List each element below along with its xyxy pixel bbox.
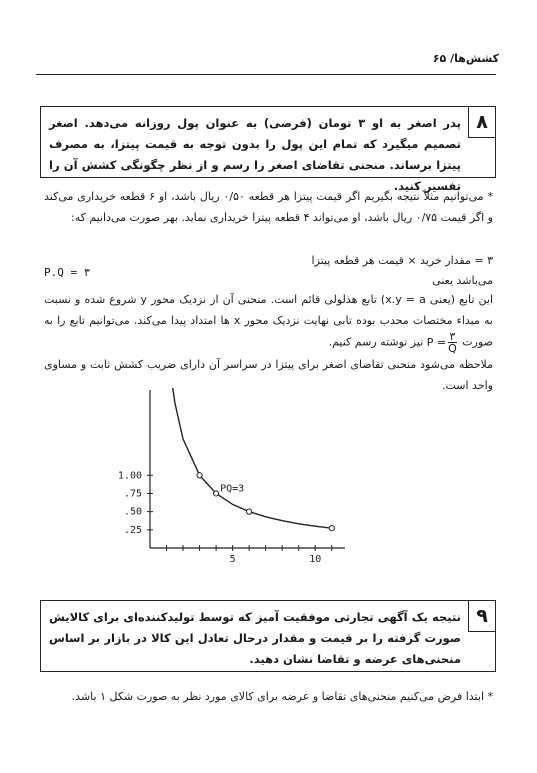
answer-8-mibashad: می‌باشد یعنی [432, 274, 493, 287]
x-tick-label: 10 [309, 554, 322, 565]
curve-annotation: PQ=3 [220, 483, 245, 495]
data-point [329, 526, 334, 531]
data-point [213, 491, 218, 496]
para2-formula [426, 330, 459, 355]
answer-8-equation-2: P.Q = ۳ [44, 266, 91, 279]
question-9-text: نتیجه یک آگهی تجارتی موفقیت آمیز که توسط تولیدکننده‌ای برای کالایش صورت گرفته را بر قیمت و مقدار درحال تعادل این کالا در بازار بر اساس منحنی‌های عرضه و تقاضا نشان دهید. [49, 610, 461, 666]
answer-8-paragraph-2 [44, 289, 493, 354]
y-tick-label: .75 [123, 488, 142, 500]
question-8-number: ۸ [468, 107, 495, 138]
y-tick-label: .50 [123, 506, 142, 518]
data-point [197, 473, 202, 478]
chart-labels [118, 470, 321, 565]
y-tick-label: 1.00 [117, 470, 142, 482]
x-tick-label: 5 [229, 554, 236, 565]
answer-8-paragraph-1: * می‌توانیم مثلاً نتیجه بگیریم اگر قیمت پیتزا هر قطعه ۰/۵۰ ریال باشد، او ۶ قطعه خریداری می‌کند و اگر قیمت ۰/۷۵ ریال باشد، او می‌تواند ۴ قطعه پیتزا خریداری نماید. بهر صورت می‌دانیم که: [44, 190, 493, 224]
para2-text-a: این تابع (یعنی [429, 293, 494, 306]
para2-text-b: ) تابع هذلولی قائم است. منحنی آن از نزدیک محور y شروع شده و نسبت به مبداء مختصات محدب بوده تابی نهایت نزدیک محور x ها امتداد [44, 293, 493, 327]
answer-9-text: * ابتدا فرض می‌کنیم منحنی‌های تقاضا و عرضه برای کالای مورد نظر به صورت شکل ۱ باشد. [71, 690, 493, 703]
y-tick-label: .25 [123, 524, 142, 536]
question-8-box [40, 106, 496, 193]
answer-8-equation-1: ۳ = مقدار خرید × قیمت هر قطعه پیتزا [311, 254, 493, 267]
para2-equation: x.y = a [385, 293, 426, 306]
para2-formula-lhs: P = [426, 335, 447, 349]
para2-text-d: نیز نوشته رسم کنیم. [328, 335, 424, 349]
answer-8-paragraph-3: ملاحظه می‌شود منحنی تقاضای اصغر برای پیتزا در سراسر آن دارای ضریب کشش ثابت و مساوی واحد است. [44, 358, 493, 392]
page-header: کشش‌ها/ ۶۵ [432, 52, 499, 65]
header-rule [36, 74, 496, 75]
data-point [247, 509, 252, 514]
para2-formula-numerator: ۳ [449, 330, 456, 343]
question-9-box [40, 600, 496, 672]
chart-curve [170, 388, 332, 528]
para2-text-c: پیدا می‌کند. می‌توانیم تابع را به صورت [44, 314, 493, 349]
demand-curve-chart [100, 388, 360, 578]
question-9-number: ۹ [468, 601, 495, 632]
chart-points [197, 473, 334, 531]
demand-curve-line [170, 388, 332, 528]
question-8-text: پدر اصغر به او ۳ تومان (فرضی) به عنوان پول روزانه می‌دهد. اصغر تصمیم میگیرد که تمام این پول را بدون توجه به قیمت پیتزا، به مصرف پیتزا برساند. منحنی تقاضای اصغر را رسم و از نظر چگونگی کشش آن را تفسیر کنید. [49, 116, 461, 193]
para2-formula-denominator: Q [448, 342, 457, 355]
